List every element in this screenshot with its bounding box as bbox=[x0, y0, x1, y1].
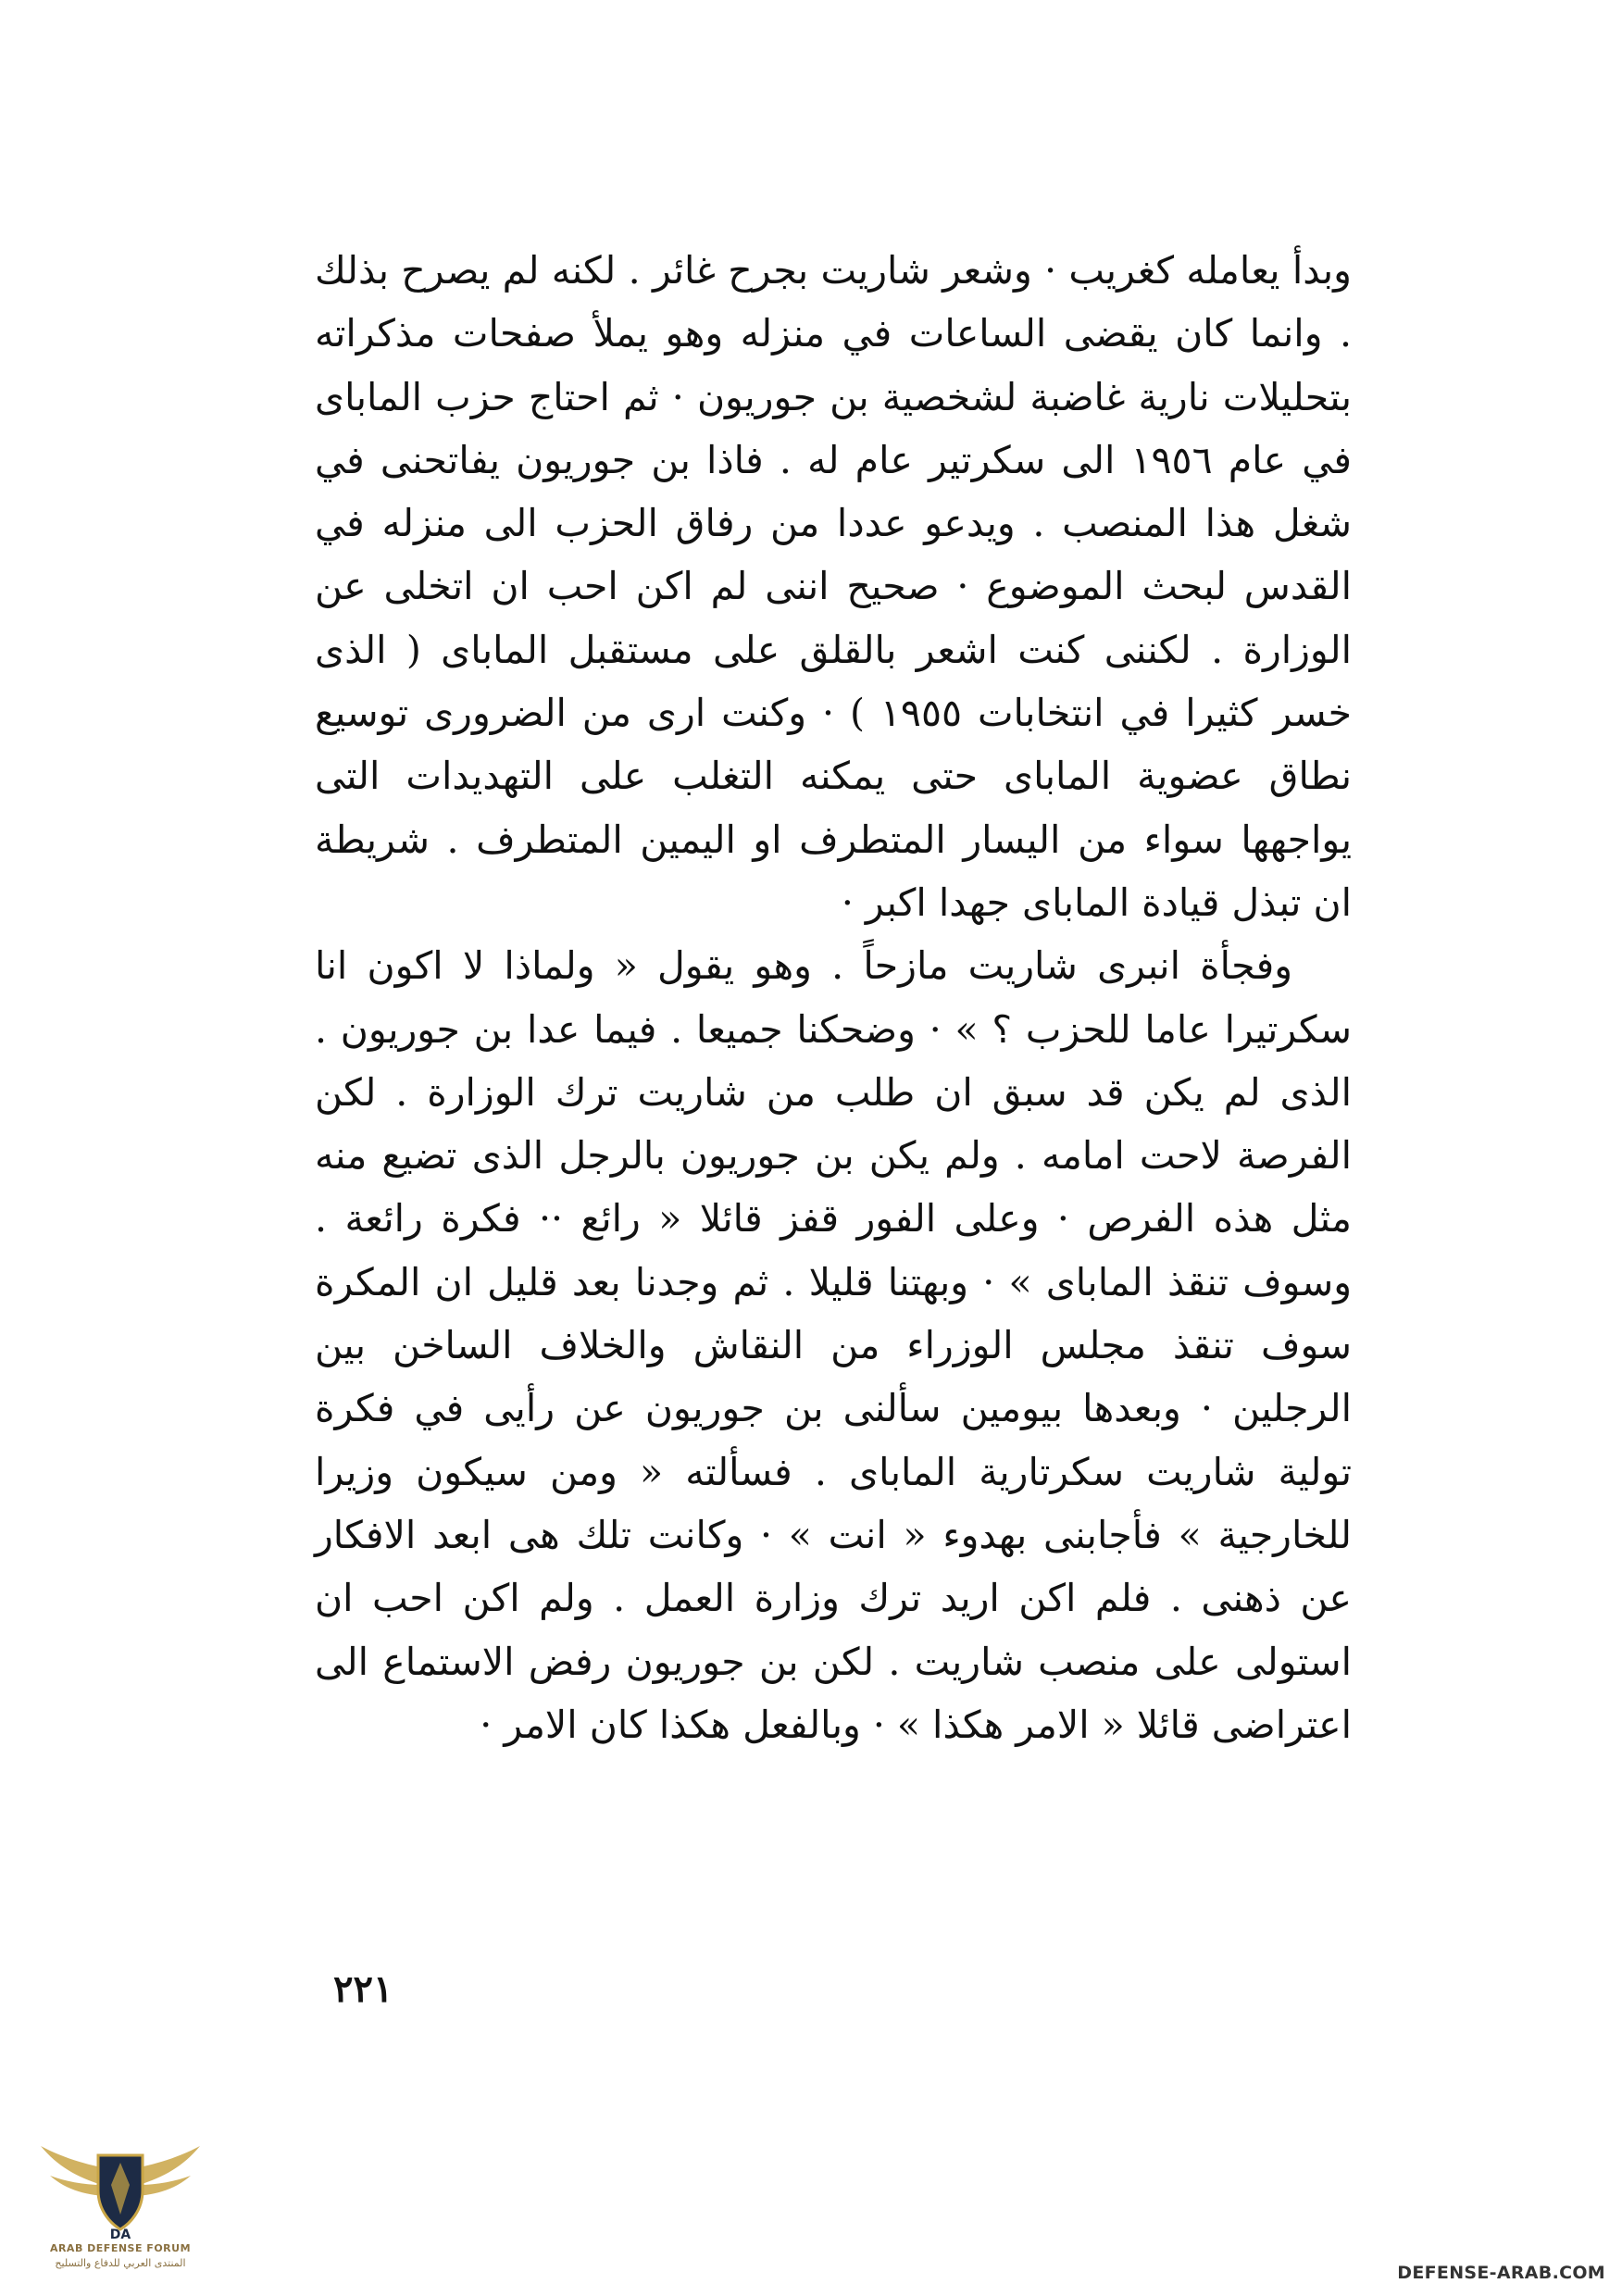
paragraph-2: وفجأة انبرى شاريت مازحاً . وهو يقول « ولماذا لا اكون انا سكرتيرا عاما للحزب ؟ » · وضحكنا جميعا . فيما عدا بن جوريون . الذى لم يكن قد سبق ان طلب من شاريت ترك الوزارة . لكن الفرصة لاحت امامه . ولم يكن بن جوريون بالرجل الذى تضيع منه مثل هذه الفرص · وعلى الفور قفز قائلا « رائع ·· فكرة رائعة . وسوف تنقذ الماباى » · وبهتنا قليلا . ثم وجدنا بعد قليل ان المكرة سوف تنقذ مجلس الوزراء من النقاش والخلاف الساخن بين الرجلين · وبعدها بيومين سألنى بن جوريون عن رأيى في فكرة تولية شاريت سكرتارية الماباى . فسألته « ومن سيكون وزيرا للخارجية » فأجابنى بهدوء « انت » · وكانت تلك هى ابعد الافكار عن ذهنى . فلم اكن اريد ترك وزارة العمل . ولم اكن احب ان استولى على منصب شاريت . لكن بن جوريون رفض الاستماع الى اعتراضى قائلا « الامر هكذا » · وبالفعل هكذا كان الامر · bbox=[315, 943, 1352, 1747]
arab-defense-forum-logo bbox=[37, 2139, 204, 2287]
logo-name-arabic: المنتدى العربي للدفاع والتسليح bbox=[55, 2257, 186, 2269]
page-number: ٢٢١ bbox=[333, 1967, 393, 2011]
paragraph-1: وبدأ يعامله كغريب · وشعر شاريت بجرح غائر . لكنه لم يصرح بذلك . وانما كان يقضى الساعات في منزله وهو يملأ صفحات مذكراته بتحليلات نارية غاضبة لشخصية بن جوريون · ثم احتاج حزب الماباى في عام ١٩٥٦ الى سكرتير عام له . فاذا بن جوريون يفاتحنى في شغل هذا المنصب . ويدعو عددا من رفاق الحزب الى منزله في القدس لبحث الموضوع · صحيح اننى لم اكن احب ان اتخلى عن الوزارة . لكننى كنت اشعر بالقلق على مستقبل الماباى ( الذى خسر كثيرا في انتخابات ١٩٥٥ ) · وكنت ارى من الضرورى توسيع نطاق عضوية الماباى حتى يمكنه التغلب على التهديدات التى يواجهها سواء من اليسار المتطرف او اليمين المتطرف . شريطة ان تبذل قيادة الماباى جهدا اكبر · bbox=[315, 248, 1352, 925]
svg-text:DA: DA bbox=[109, 2227, 131, 2242]
site-url-watermark: DEFENSE-ARAB.COM bbox=[1397, 2263, 1605, 2283]
logo-name-english: ARAB DEFENSE FORUM bbox=[49, 2242, 192, 2254]
page-body bbox=[315, 239, 1352, 1756]
shield-wings-icon bbox=[37, 2139, 204, 2242]
